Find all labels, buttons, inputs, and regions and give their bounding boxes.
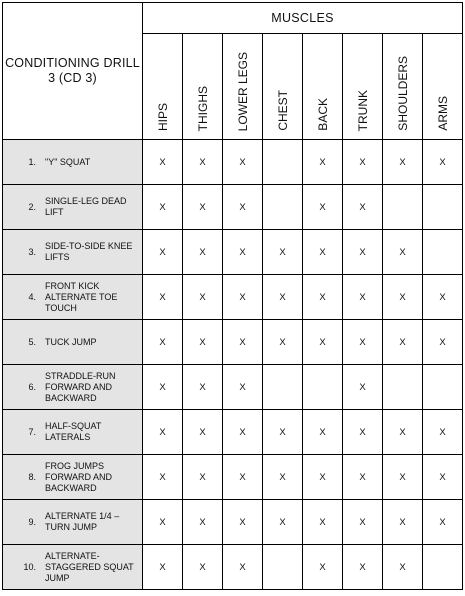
muscle-label: HIPS: [155, 102, 170, 131]
muscle-mark-cell: X: [303, 320, 343, 365]
muscle-label: ARMS: [435, 96, 450, 131]
table-row: [3, 320, 463, 365]
muscle-mark-cell: X: [303, 455, 343, 500]
muscle-mark-cell: X: [223, 455, 263, 500]
muscle-mark-cell: X: [143, 410, 183, 455]
muscle-mark-cell: X: [423, 455, 463, 500]
muscle-mark-cell: X: [143, 365, 183, 410]
muscle-mark-cell: X: [223, 410, 263, 455]
muscle-mark-cell: [423, 545, 463, 590]
table-row: [3, 185, 463, 230]
muscle-mark-cell: X: [423, 500, 463, 545]
muscle-mark-cell: X: [143, 545, 183, 590]
muscle-mark-cell: X: [383, 410, 423, 455]
muscle-mark-cell: X: [383, 230, 423, 275]
exercise-number: 2.: [28, 201, 36, 212]
muscle-mark-cell: X: [423, 410, 463, 455]
muscle-mark-cell: X: [343, 365, 383, 410]
exercise-name: TUCK JUMP: [45, 336, 97, 347]
muscle-mark-cell: X: [183, 140, 223, 185]
exercise-cell: [3, 275, 143, 320]
muscle-mark-cell: X: [223, 320, 263, 365]
exercise-number: 3.: [28, 246, 36, 257]
muscle-mark-cell: X: [183, 320, 223, 365]
muscle-header-thighs: [183, 34, 223, 140]
table-row: [3, 545, 463, 590]
exercise-cell: [3, 455, 143, 500]
muscle-mark-cell: X: [343, 140, 383, 185]
muscle-mark-cell: X: [343, 320, 383, 365]
muscle-mark-cell: X: [183, 545, 223, 590]
table-row: [3, 275, 463, 320]
muscle-label: CHEST: [275, 90, 290, 131]
exercise-cell: [3, 185, 143, 230]
muscle-mark-cell: X: [223, 140, 263, 185]
exercise-number: 9.: [28, 516, 36, 527]
muscle-mark-cell: X: [143, 500, 183, 545]
muscle-mark-cell: [383, 185, 423, 230]
muscle-mark-cell: X: [303, 500, 343, 545]
muscle-label: THIGHS: [195, 85, 210, 131]
muscle-mark-cell: X: [263, 275, 303, 320]
exercise-number: 4.: [28, 291, 36, 302]
exercise-number: 1.: [28, 156, 36, 167]
exercise-cell: [3, 545, 143, 590]
muscle-mark-cell: X: [383, 275, 423, 320]
muscle-mark-cell: [263, 140, 303, 185]
exercise-cell: [3, 320, 143, 365]
muscle-header-shoulders: [383, 34, 423, 140]
muscle-mark-cell: X: [343, 545, 383, 590]
muscle-mark-cell: X: [143, 275, 183, 320]
muscle-mark-cell: X: [263, 410, 303, 455]
muscle-header-trunk: [343, 34, 383, 140]
muscle-mark-cell: [423, 365, 463, 410]
exercise-name: SINGLE-LEG DEAD LIFT: [45, 196, 127, 217]
muscle-mark-cell: X: [383, 140, 423, 185]
muscles-header: MUSCLES: [143, 3, 463, 34]
exercise-name: SIDE-TO-SIDE KNEE LIFTS: [45, 241, 133, 262]
exercise-number: 8.: [28, 471, 36, 482]
muscle-mark-cell: X: [223, 365, 263, 410]
muscle-label: LOWER LEGS: [235, 51, 250, 131]
muscle-mark-cell: X: [223, 545, 263, 590]
muscle-mark-cell: X: [383, 455, 423, 500]
exercise-name: "Y" SQUAT: [45, 156, 91, 167]
muscle-label: BACK: [315, 98, 330, 131]
muscle-mark-cell: X: [343, 185, 383, 230]
muscle-mark-cell: X: [143, 230, 183, 275]
muscle-mark-cell: X: [183, 365, 223, 410]
table-row: [3, 365, 463, 410]
muscle-mark-cell: X: [343, 500, 383, 545]
muscle-mark-cell: X: [303, 545, 343, 590]
muscle-mark-cell: X: [183, 500, 223, 545]
muscle-chart-table: [2, 2, 463, 590]
exercise-number: 7.: [28, 426, 36, 437]
exercise-cell: [3, 410, 143, 455]
muscle-mark-cell: [423, 185, 463, 230]
muscle-header-hips: [143, 34, 183, 140]
muscle-mark-cell: X: [143, 185, 183, 230]
muscle-mark-cell: [263, 545, 303, 590]
table-row: [3, 410, 463, 455]
muscle-mark-cell: X: [303, 410, 343, 455]
muscle-mark-cell: X: [303, 230, 343, 275]
muscle-mark-cell: X: [143, 455, 183, 500]
muscle-mark-cell: X: [183, 410, 223, 455]
table-row: [3, 230, 463, 275]
muscle-mark-cell: X: [183, 230, 223, 275]
muscle-mark-cell: X: [223, 500, 263, 545]
muscle-label: SHOULDERS: [395, 56, 410, 131]
muscle-mark-cell: X: [423, 140, 463, 185]
muscle-header-back: [303, 34, 343, 140]
muscle-mark-cell: X: [303, 140, 343, 185]
table-row: [3, 455, 463, 500]
drill-title: CONDITIONING DRILL 3 (CD 3): [3, 3, 143, 140]
exercise-cell: [3, 230, 143, 275]
muscle-mark-cell: X: [143, 140, 183, 185]
muscle-mark-cell: X: [263, 320, 303, 365]
exercise-list: [3, 140, 463, 590]
muscle-mark-cell: [383, 365, 423, 410]
muscle-mark-cell: X: [343, 455, 383, 500]
exercise-name: STRADDLE-RUN FORWARD AND BACKWARD: [45, 370, 116, 403]
muscle-mark-cell: X: [263, 455, 303, 500]
muscle-header-chest: [263, 34, 303, 140]
muscle-mark-cell: X: [183, 275, 223, 320]
exercise-cell: [3, 365, 143, 410]
exercise-number: 6.: [28, 381, 36, 392]
muscle-mark-cell: [423, 230, 463, 275]
muscle-mark-cell: X: [223, 275, 263, 320]
muscle-mark-cell: X: [423, 320, 463, 365]
muscle-mark-cell: X: [263, 230, 303, 275]
muscle-mark-cell: X: [343, 230, 383, 275]
muscle-mark-cell: X: [303, 185, 343, 230]
exercise-cell: [3, 500, 143, 545]
muscle-mark-cell: X: [303, 275, 343, 320]
table-row: [3, 500, 463, 545]
exercise-name: HALF-SQUAT LATERALS: [45, 421, 102, 442]
muscle-mark-cell: [263, 185, 303, 230]
muscle-header-lower-legs: [223, 34, 263, 140]
muscle-mark-cell: X: [383, 545, 423, 590]
muscle-mark-cell: X: [143, 320, 183, 365]
muscle-mark-cell: [303, 365, 343, 410]
exercise-number: 5.: [28, 336, 36, 347]
table-row: [3, 140, 463, 185]
exercise-name: ALTERNATE 1/4 – TURN JUMP: [45, 511, 120, 532]
muscle-mark-cell: X: [183, 185, 223, 230]
muscle-mark-cell: X: [263, 500, 303, 545]
exercise-number: 10.: [23, 561, 36, 572]
muscle-mark-cell: X: [343, 410, 383, 455]
exercise-name: FROG JUMPS FORWARD AND BACKWARD: [45, 460, 113, 493]
muscle-mark-cell: X: [383, 320, 423, 365]
muscle-mark-cell: X: [423, 275, 463, 320]
muscle-mark-cell: X: [343, 275, 383, 320]
muscle-mark-cell: X: [223, 230, 263, 275]
exercise-name: ALTERNATE-STAGGERED SQUAT JUMP: [45, 550, 134, 583]
muscle-label: TRUNK: [355, 89, 370, 131]
muscle-mark-cell: [263, 365, 303, 410]
muscle-mark-cell: X: [383, 500, 423, 545]
exercise-cell: [3, 140, 143, 185]
muscle-header-arms: [423, 34, 463, 140]
muscle-mark-cell: X: [183, 455, 223, 500]
exercise-name: FRONT KICK ALTERNATE TOE TOUCH: [45, 280, 118, 313]
muscle-mark-cell: X: [223, 185, 263, 230]
